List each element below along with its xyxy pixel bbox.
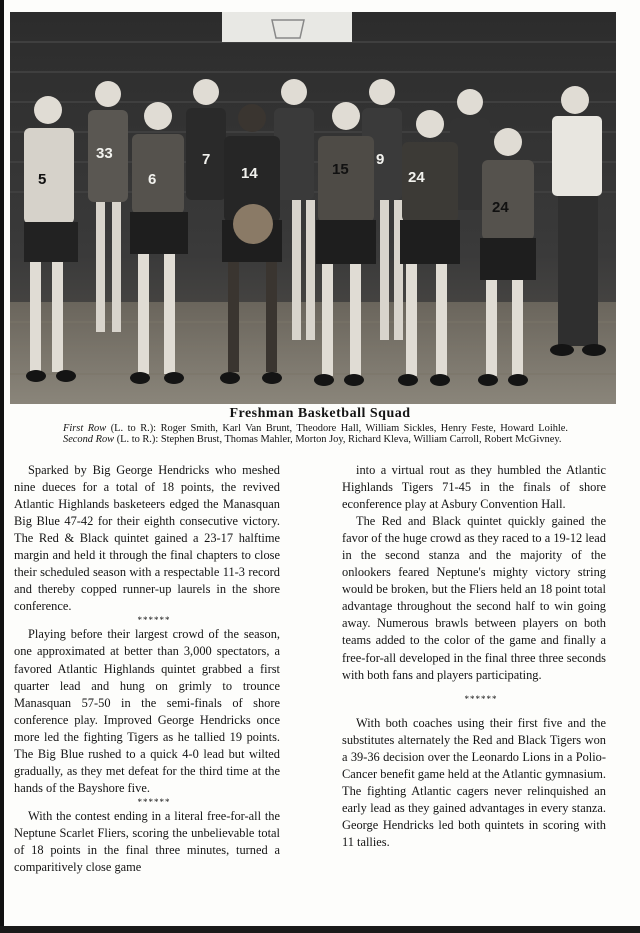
article-paragraph: Sparked by Big George Hendricks who meshed nine dueces for a total of 18 points, the revived Atlantic Highlands basketeers edged the Manasquan Big Blue 47-42 for their eighth consecutive victory. The Red & Black quintet gained a 23-17 halftime margin and held it through the final chapters to close their scheduled season with a respectable 11-3 record and thereby copped runner-up laurels in the shore conference. [14,463,280,614]
jersey-number: 9 [376,151,385,168]
caption-title: Freshman Basketball Squad [229,406,411,421]
article-column-right [342,462,606,851]
second-row-note: (L. to R.): [116,434,159,446]
section-separator: ****** [137,796,171,807]
article-paragraph: into a virtual rout as they humbled the Atlantic Highlands Tigers 71-45 in the finals of shore econference play at Asbury Convention Hall. [342,463,606,512]
section-separator: ****** [464,693,498,704]
page-edge [0,0,4,933]
page-edge-bottom [0,926,640,933]
article-paragraph: With the contest ending in a literal free-for-all the Neptune Scarlet Fliers, scoring the unbelievable total of 18 points in the final three minutes, turned a comparitively close game [14,808,280,875]
jersey-number: 24 [408,169,425,186]
second-row-names: Stephen Brust, Thomas Mahler, Morton Joy, Richard Kleva, William Carroll, Robert McGivney. [160,434,562,446]
jersey-number: 14 [241,165,258,182]
section-separator: ****** [137,615,171,626]
jersey-number: 7 [202,151,211,168]
basketball [233,204,273,244]
jersey-number: 6 [148,171,157,188]
photo-caption [63,423,568,446]
team-photo-illustration [10,12,616,404]
first-row-label: First Row [63,423,107,434]
first-row-names: Roger Smith, Karl Van Brunt, Theodore Hall, William Sickles, Henry Feste, Howard Loihle. [160,423,568,434]
jersey-number: 24 [492,199,509,216]
jersey-number: 15 [332,161,349,178]
team-photo [10,12,616,404]
article-column-left [14,462,280,876]
jersey-number: 5 [38,171,47,188]
second-row-label: Second Row [63,434,115,446]
article-paragraph: Playing before their largest crowd of the season, one approximated at better than 3,000 spectators, a favored Atlantic Highlands quintet grabbed a first quarter lead and hung on grimly to trounce Manasquan 57-50 in the semi-finals of shore conference play. Improved George Hendricks once more led the fighting Tigers as he tallied 19 points. The Big Blue rushed to a quick 4-0 lead but wilted gradually, as they met defeat for the third time at the hands of the Bayshore five. [14,627,280,795]
jersey-number: 33 [96,145,113,162]
first-row-note: (L. to R.): [110,423,157,434]
article-paragraph: With both coaches using their first five and the substitutes alternately the Red and Black Tigers won a 39-36 decision over the Leonardo Lions in a Polio-Cancer benefit game held at the Atlantic gymnasium. The fighting Atlantic cagers never relinquished an early lead as they gained advantages in every stanza. George Hendricks led both quintets in scoring with 11 tallies. [342,715,606,849]
article-paragraph: The Red and Black quintet quickly gained the favor of the huge crowd as they raced to a 19-12 lead in the second stanza and the majority of the onlookers feared Neptune's mighty victory string would be broken, but the Fliers held an 18 point total advantage throughout the second half to win going away. Numerous brawls between players on both teams added to the color of the game and finally a free-for-all developed in the final three three seconds with both fans and players participating. [342,514,606,682]
